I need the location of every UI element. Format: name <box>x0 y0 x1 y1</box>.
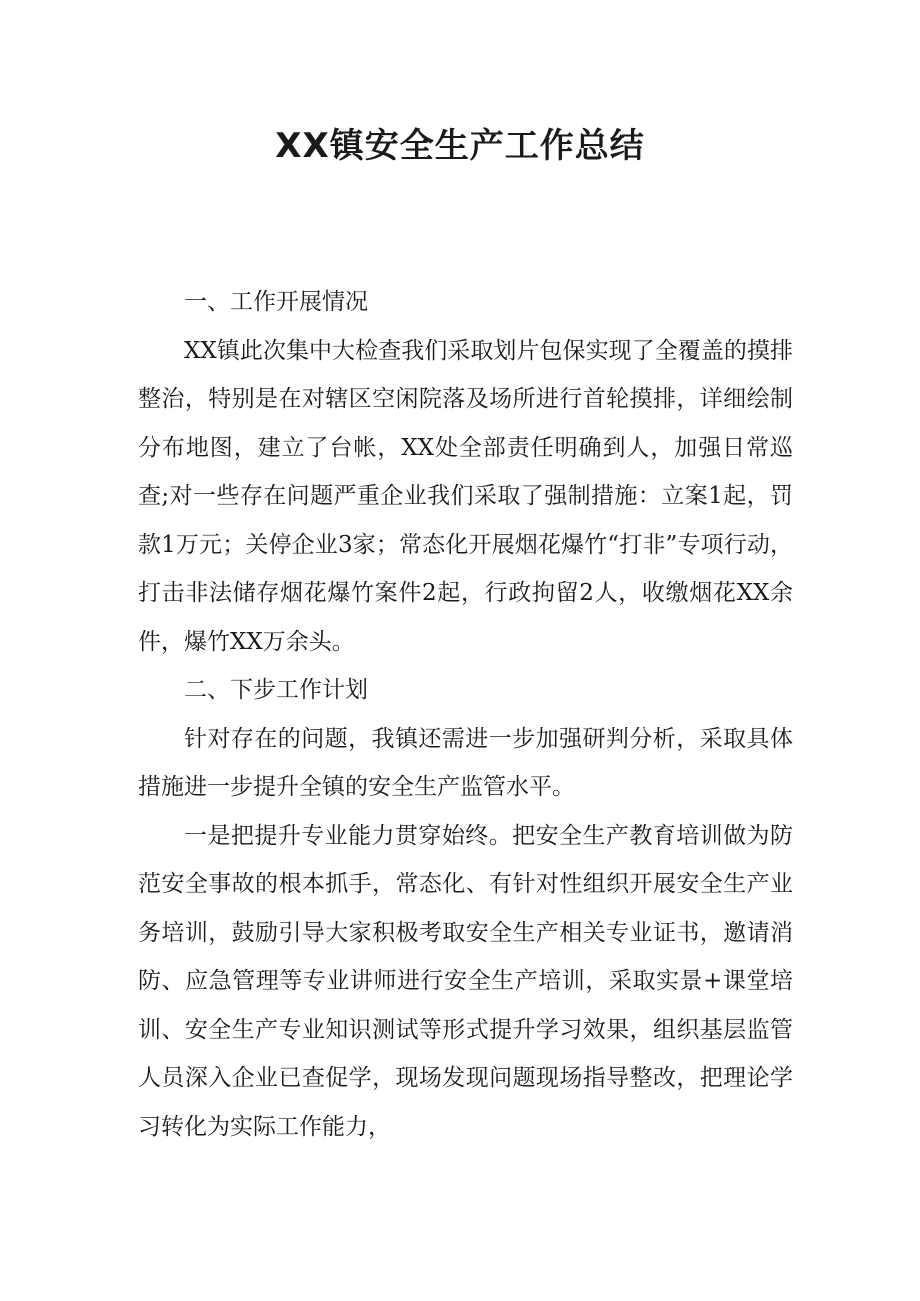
document-title: XX镇安全生产工作总结 <box>275 126 645 166</box>
document-body <box>138 278 793 1151</box>
paragraph-work-progress: XX镇此次集中大检查我们采取划片包保实现了全覆盖的摸排整治，特别是在对辖区空闲院落及场所进行首轮摸排，详细绘制分布地图，建立了台帐，XX处全部责任明确到人，加强日常巡查;对一些存在问题严重企业我们采取了强制措施：立案1起，罚款1万元；关停企业3家；常态化开展烟花爆竹“打非”专项行动，打击非法储存烟花爆竹案件2起，行政拘留2人，收缴烟花XX余件，爆竹XX万余头。 <box>138 337 793 655</box>
paragraph-professional-ability: 一是把提升专业能力贯穿始终。把安全生产教育培训做为防范安全事故的根本抓手，常态化、有针对性组织开展安全生产业务培训，鼓励引导大家积极考取安全生产相关专业证书，邀请消防、应急管理等专业讲师进行安全生产培训，采取实景+课堂培训、安全生产专业知识测试等形式提升学习效果，组织基层监管人员深入企业已查促学，现场发现问题现场指导整改，把理论学习转化为实际工作能力， <box>138 822 793 1140</box>
section-heading-next-plan: 二、下步工作计划 <box>184 677 368 703</box>
section-heading-work-progress: 一、工作开展情况 <box>184 289 368 315</box>
paragraph-next-plan-intro: 针对存在的问题，我镇还需进一步加强研判分析，采取具体措施进一步提升全镇的安全生产监管水平。 <box>138 725 793 800</box>
